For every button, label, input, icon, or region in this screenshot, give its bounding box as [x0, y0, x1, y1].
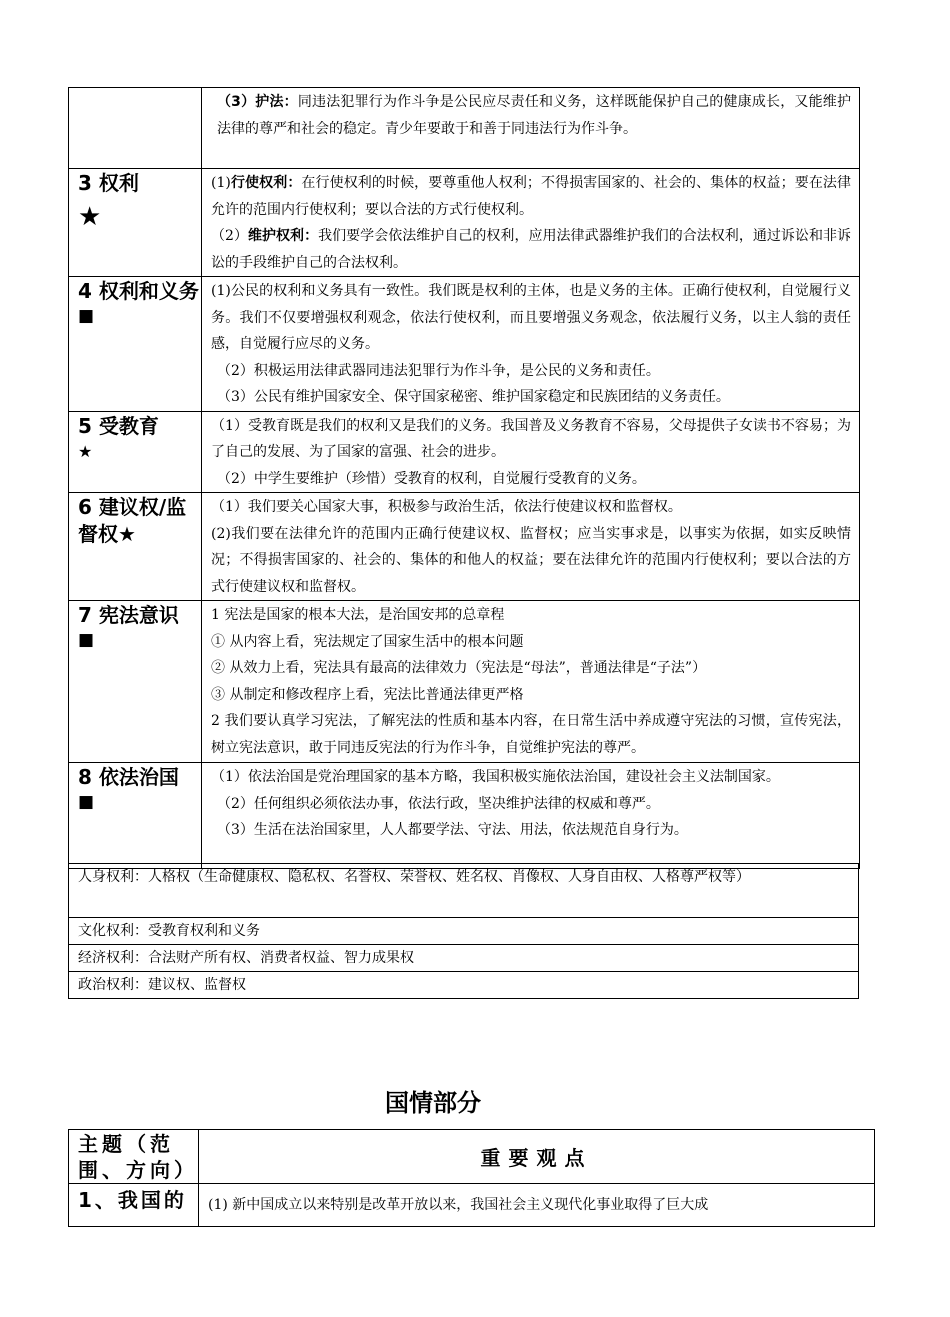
row-content-cell: (1) 新中国成立以来特别是改革开放以来，我国社会主义现代化事业取得了巨大成: [199, 1184, 875, 1227]
row-heading: 6 建议权/监督权★: [78, 495, 187, 546]
paragraph: （1）依法治国是党治理国家的基本方略，我国积极实施依法治国，建设社会主义法制国家。: [211, 769, 780, 785]
paragraph: （3）公民有维护国家安全、保守国家秘密、维护国家稳定和民族团结的义务责任。: [217, 389, 730, 405]
table-row: [69, 864, 859, 918]
square-icon: ■: [78, 792, 95, 812]
table-header-row: [69, 1130, 875, 1184]
bold-label: 行使权利：: [230, 175, 302, 191]
row-content-cell: [202, 277, 860, 412]
bold-label: （3）护法：: [217, 94, 298, 110]
rights-types-table: [68, 863, 859, 999]
row-heading-cell: [69, 493, 202, 601]
row-content-cell: [202, 763, 860, 869]
square-icon: ■: [78, 306, 95, 326]
table-row: [69, 493, 860, 601]
row-heading: 3 权利: [78, 171, 139, 195]
paragraph: [211, 223, 851, 276]
paragraph: （1）受教育既是我们的权利又是我们的义务。我国普及义务教育不容易，父母提供子女读书不容易；为了自己的发展、为了国家的富强、社会的进步。: [211, 417, 851, 460]
row-heading-cell: 1、我国的: [69, 1184, 199, 1227]
row-content-cell: [202, 601, 860, 763]
row-heading-cell: [69, 601, 202, 763]
square-icon: ■: [78, 630, 95, 650]
table-row: [69, 763, 860, 869]
row-heading-cell: [69, 169, 202, 277]
star-icon: ★: [78, 202, 102, 232]
paragraph-prefix: （2）: [211, 228, 248, 244]
paragraph: [211, 170, 851, 223]
paragraph: ① 从内容上看，宪法规定了国家生活中的根本问题: [211, 633, 524, 650]
row-heading: 5 受教育: [78, 413, 159, 438]
row-heading-cell: [69, 411, 202, 493]
paragraph: (1)公民的权利和义务具有一致性。我们既是权利的主体，也是义务的主体。正确行使权利，自觉履行义务。我们不仅要增强权利观念，依法行使权利，而且要增强义务观念，依法履行义务，以主人翁的责任感，自觉履行应尽的义务。: [211, 283, 851, 352]
rights-type-cell: 人身权利：人格权（生命健康权、隐私权、名誉权、荣誉权、姓名权、肖像权、人身自由权、人格尊严权等）: [69, 864, 859, 918]
section-title: 国情部分: [385, 1089, 481, 1117]
paragraph: （2）任何组织必须依法办事，依法行政，坚决维护法律的权威和尊严。: [217, 795, 660, 812]
paragraph-prefix: (1): [211, 175, 231, 191]
paragraph: ② 从效力上看，宪法具有最高的法律效力（宪法是“母法”，普通法律是“子法”）: [211, 660, 707, 676]
rights-type-cell: 文化权利：受教育权利和义务: [69, 918, 859, 945]
row-content-cell: [202, 88, 860, 169]
row-heading-cell: [69, 88, 202, 169]
rights-type-cell: 政治权利：建议权、监督权: [69, 972, 859, 999]
row-heading: 4 权利和义务: [78, 279, 199, 303]
row-heading-cell: [69, 277, 202, 412]
paragraph: 2 我们要认真学习宪法，了解宪法的性质和基本内容，在日常生活中养成遵守宪法的习惯，宣传宪法，树立宪法意识，敢于同违反宪法的行为作斗争，自觉维护宪法的尊严。: [211, 713, 851, 756]
row-heading: 8 依法治国: [78, 765, 179, 789]
paragraph: (2)我们要在法律允许的范围内正确行使建议权、监督权；应当实事求是，以事实为依据，如实反映情况；不得损害国家的、社会的、集体的和他人的权益；要在法律允许的范围内行使权利；要以合法的方式行使建议权和监督权。: [211, 525, 851, 595]
table-row: [69, 972, 859, 999]
rights-type-cell: 经济权利：合法财产所有权、消费者权益、智力成果权: [69, 945, 859, 972]
paragraph: ③ 从制定和修改程序上看，宪法比普通法律更严格: [211, 686, 524, 703]
table-row: [69, 169, 860, 277]
paragraph: （2）中学生要维护（珍惜）受教育的权利，自觉履行受教育的义务。: [217, 470, 646, 487]
table-row: [69, 1184, 875, 1227]
column-header-topic: 主题（范围、方向）: [69, 1130, 199, 1184]
table-row: [69, 918, 859, 945]
paragraph: 1 宪法是国家的根本大法，是治国安邦的总章程: [211, 607, 505, 623]
paragraph: [211, 89, 851, 142]
row-heading-cell: [69, 763, 202, 869]
row-content-cell: [202, 493, 860, 601]
paragraph-text: 在行使权利的时候，要尊重他人权利；不得损害国家的、社会的、集体的权益；要在法律允许的范围内行使权利；要以合法的方式行使权利。: [211, 175, 852, 218]
paragraph-text: 同违法犯罪行为作斗争是公民应尽责任和义务，这样既能保护自己的健康成长，又能维护法律的尊严和社会的稳定。青少年要敢于和善于同违法行为作斗争。: [217, 94, 851, 137]
paragraph: （1）我们要关心国家大事，积极参与政治生活，依法行使建议权和监督权。: [211, 499, 682, 515]
table-row: [69, 411, 860, 493]
row-content-cell: [202, 169, 860, 277]
table-row: [69, 601, 860, 763]
row-content-cell: [202, 411, 860, 493]
paragraph: （3）生活在法治国家里，人人都要学法、守法、用法，依法规范自身行为。: [217, 822, 688, 838]
paragraph-text: 我们要学会依法维护自己的权利，应用法律武器维护我们的合法权利，通过诉讼和非诉讼的手段维护自己的合法权利。: [211, 228, 851, 271]
star-icon: ★: [78, 441, 93, 461]
row-heading: 7 宪法意识: [78, 603, 179, 627]
table-row: [69, 945, 859, 972]
table-row: [69, 277, 860, 412]
table-row: [69, 88, 860, 169]
rights-table: [68, 87, 860, 869]
column-header-points: 重要观点: [199, 1130, 875, 1184]
national-conditions-table: [68, 1129, 875, 1227]
paragraph: （2）积极运用法律武器同违法犯罪行为作斗争，是公民的义务和责任。: [217, 362, 660, 379]
bold-label: 维护权利：: [247, 228, 319, 244]
